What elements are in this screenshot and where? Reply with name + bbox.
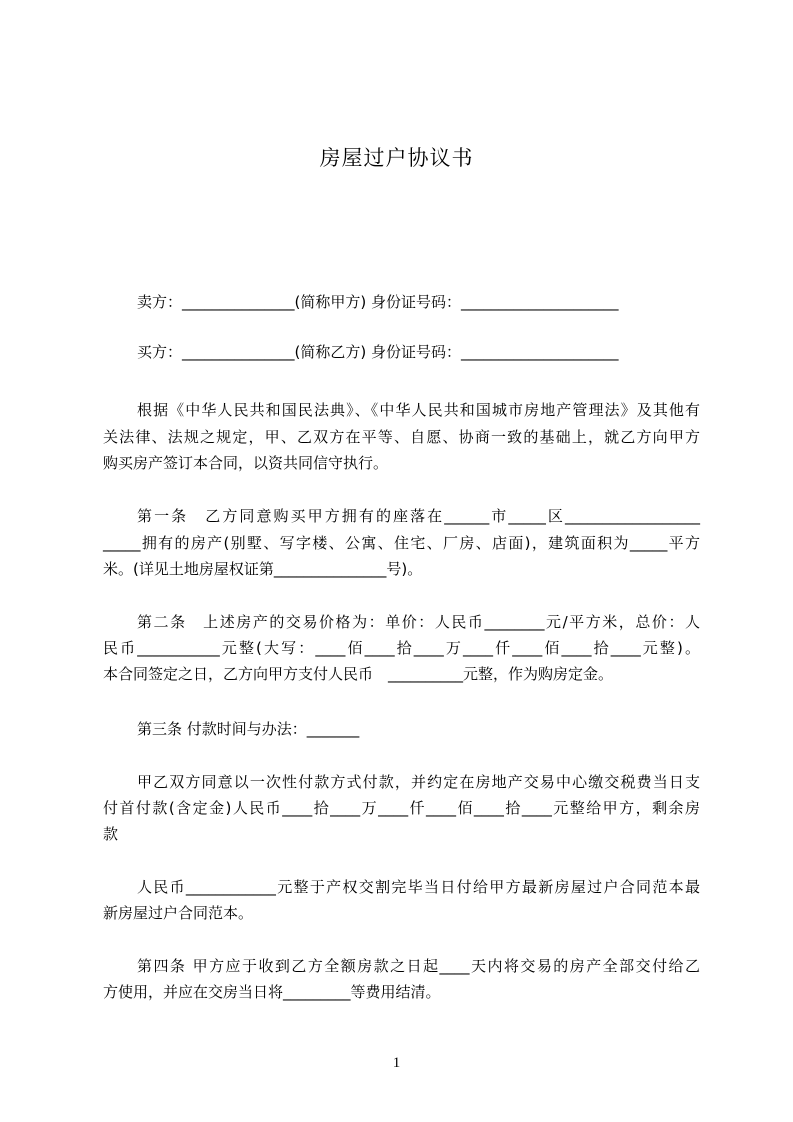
article-4-line: 方使用，并应在交房当日将_________等费用结清。 [103,983,441,1001]
preamble-line: 关法律、法规之规定，甲、乙双方在平等、自愿、协商一致的基础上，就乙方向甲方 [103,428,700,446]
buyer-line: 买方：_______________(简称乙方) 身份证号码：_____________________ [137,343,619,361]
preamble-line: 购买房产签订本合同，以资共同信守执行。 [103,454,389,472]
payment-line: 甲乙双方同意以一次性付款方式付款，并约定在房地产交易中心缴交税费当日支 [137,773,700,791]
seller-line: 卖方：_______________(简称甲方) 身份证号码：_____________________ [137,293,619,311]
remaining-line: 人民币____________元整于产权交割完毕当日付给甲方最新房屋过户合同范本最 [137,878,700,896]
article-2-line: 民币___________元整(大写：____佰____拾____万____仟____佰____拾____元整)。 [103,639,700,657]
page-number: 1 [392,1055,401,1071]
article-2-line: 本合同签定之日，乙方向甲方支付人民币 __________元整，作为购房定金。 [103,665,614,683]
article-1-line: _____拥有的房产(别墅、写字楼、公寓、住宅、厂房、店面)，建筑面积为_____平方 [103,534,700,552]
article-1-line: 米。(详见土地房屋权证第_______________号)。 [103,560,423,578]
preamble-line: 根据《中华人民共和国民法典》、《中华人民共和国城市房地产管理法》及其他有 [137,401,700,419]
payment-line: 款 [103,825,119,843]
article-4-line: 第四条 甲方应于收到乙方全额房款之日起____天内将交易的房产全部交付给乙 [137,957,700,975]
article-1-line: 第一条 乙方同意购买甲方拥有的座落在______市_____区__________________ [137,507,700,525]
remaining-line: 新房屋过户合同范本。 [103,904,254,922]
article-2-line: 第二条 上述房产的交易价格为：单价：人民币________元/平方米，总价：人 [137,613,700,631]
document-title: 房屋过户协议书 [319,146,474,170]
article-3: 第三条 付款时间与办法：_______ [137,720,360,738]
payment-line: 付首付款(含定金)人民币____拾____万____仟____佰____拾____元整给甲方，剩余房 [103,799,700,817]
